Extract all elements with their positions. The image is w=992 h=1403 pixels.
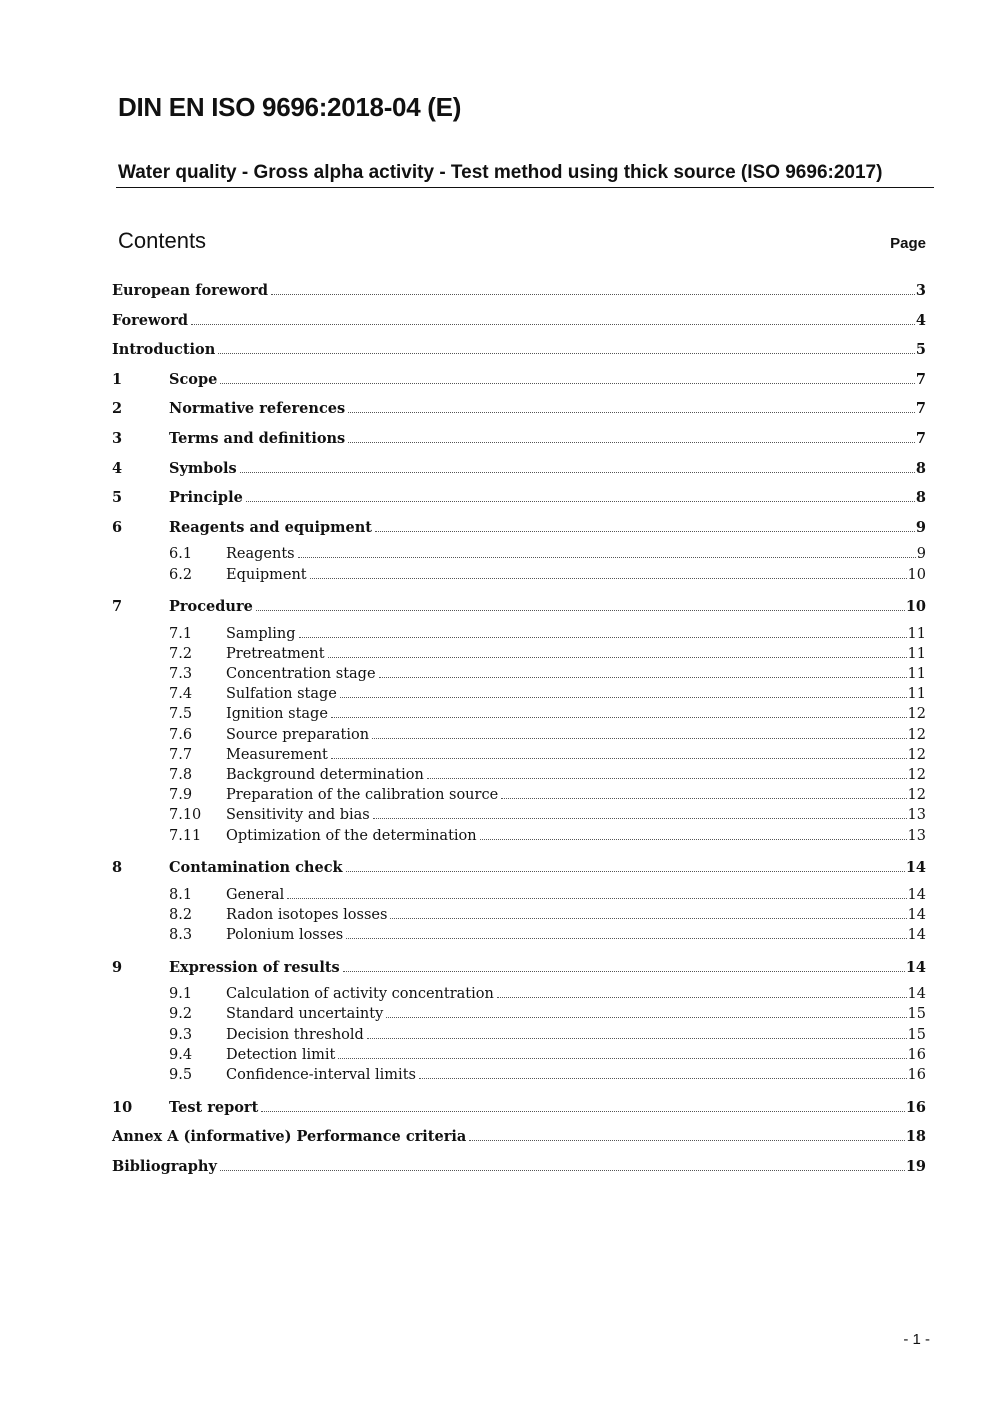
dot-leader bbox=[338, 1058, 906, 1059]
toc-entry-page: 14 bbox=[907, 906, 926, 923]
toc-entry-label: Sampling bbox=[226, 625, 296, 642]
toc-entry-page: 12 bbox=[907, 767, 926, 784]
toc-entry-label: General bbox=[226, 886, 285, 903]
toc-entry-page: 14 bbox=[907, 886, 926, 903]
page-number: - 1 - bbox=[903, 1331, 930, 1348]
toc-entry-label: Confidence-interval limits bbox=[226, 1067, 416, 1084]
dot-leader bbox=[328, 657, 907, 658]
toc-entry-number: 7.6 bbox=[169, 726, 193, 743]
toc-entry-label: Introduction bbox=[112, 341, 216, 359]
toc-subentry[interactable] bbox=[112, 1067, 926, 1087]
toc-entry-label: Symbols bbox=[169, 459, 237, 477]
toc-subentry[interactable] bbox=[112, 1047, 926, 1067]
toc-entry-page: 11 bbox=[907, 625, 926, 642]
toc-entry-normative-references[interactable] bbox=[112, 398, 926, 428]
toc-entry-page: 18 bbox=[905, 1128, 926, 1146]
toc-entry-number: 9.5 bbox=[169, 1067, 193, 1084]
toc-entry-number: 9.4 bbox=[169, 1046, 193, 1063]
toc-entry-label: Reagents and equipment bbox=[169, 518, 372, 536]
toc-entry-page: 15 bbox=[907, 1026, 926, 1043]
dot-leader bbox=[261, 1111, 905, 1112]
dot-leader bbox=[480, 839, 907, 840]
toc-entry-number: 4 bbox=[112, 459, 123, 477]
contents-heading: Contents bbox=[118, 228, 207, 253]
dot-leader bbox=[220, 1170, 905, 1171]
toc-entry-label: European foreword bbox=[112, 282, 268, 299]
toc-subentry[interactable] bbox=[112, 666, 926, 686]
toc-subentry[interactable] bbox=[112, 927, 926, 947]
toc-entry-label: Normative references bbox=[169, 400, 346, 418]
toc-entry-page: 3 bbox=[915, 282, 926, 299]
toc-entry-label: Polonium losses bbox=[226, 927, 344, 944]
toc-entry-label: Concentration stage bbox=[226, 666, 376, 683]
toc-entry-number: 7.11 bbox=[169, 827, 202, 844]
toc-entry-page: 14 bbox=[907, 986, 926, 1003]
dot-leader bbox=[390, 918, 906, 919]
dot-leader bbox=[379, 677, 907, 678]
dot-leader bbox=[348, 442, 915, 443]
toc-entry-label: Calculation of activity concentration bbox=[226, 986, 494, 1003]
toc-entry-page: 7 bbox=[915, 429, 926, 447]
toc-entry-label: Equipment bbox=[226, 566, 307, 583]
toc-entry-page: 14 bbox=[907, 927, 926, 944]
dot-leader bbox=[191, 324, 915, 325]
toc-entry-label: Procedure bbox=[169, 598, 253, 616]
toc-entry-number: 8 bbox=[112, 859, 123, 877]
toc-subentry[interactable] bbox=[112, 546, 926, 566]
toc-entry-page: 13 bbox=[907, 827, 926, 844]
toc-entry-label: Measurement bbox=[226, 746, 328, 763]
toc-entry-expression-of-results[interactable] bbox=[112, 957, 926, 987]
toc-subentry[interactable] bbox=[112, 686, 926, 706]
toc-entry-label: Sensitivity and bias bbox=[226, 807, 370, 824]
toc-entry-label: Test report bbox=[169, 1098, 259, 1116]
document-title: DIN EN ISO 9696:2018-04 (E) bbox=[118, 92, 462, 122]
toc-entry-test-report[interactable] bbox=[112, 1097, 926, 1127]
toc-entry-page: 14 bbox=[905, 958, 926, 976]
toc-entry-number: 3 bbox=[112, 429, 123, 447]
dot-leader bbox=[331, 758, 907, 759]
dot-leader bbox=[310, 578, 907, 579]
toc-entry-page: 9 bbox=[915, 518, 926, 536]
toc-entry-page: 9 bbox=[916, 546, 926, 563]
toc-subentry[interactable] bbox=[112, 767, 926, 787]
toc-entry-page: 14 bbox=[905, 859, 926, 877]
toc-entry-page: 16 bbox=[905, 1098, 926, 1116]
toc-subentry[interactable] bbox=[112, 727, 926, 747]
dot-leader bbox=[346, 938, 906, 939]
toc-entry-label: Foreword bbox=[112, 311, 188, 329]
dot-leader bbox=[340, 697, 907, 698]
dot-leader bbox=[220, 383, 915, 384]
toc-entry-terms-definitions[interactable] bbox=[112, 428, 926, 458]
toc-entry-annex-a[interactable] bbox=[112, 1126, 926, 1156]
toc-entry-label: Principle bbox=[169, 489, 243, 507]
toc-entry-page: 12 bbox=[907, 787, 926, 804]
dot-leader bbox=[373, 818, 907, 819]
toc-entry-number: 7.10 bbox=[169, 807, 202, 824]
dot-leader bbox=[240, 472, 915, 473]
dot-leader bbox=[346, 871, 905, 872]
toc-entry-label: Scope bbox=[169, 370, 218, 388]
toc-entry-number: 8.1 bbox=[169, 886, 193, 903]
dot-leader bbox=[218, 353, 915, 354]
toc-entry-label: Radon isotopes losses bbox=[226, 906, 388, 923]
toc-entry-label: Detection limit bbox=[226, 1046, 336, 1063]
toc-entry-label: Pretreatment bbox=[226, 645, 325, 662]
dot-leader bbox=[367, 1038, 907, 1039]
toc-subentry[interactable] bbox=[112, 787, 926, 807]
toc-subentry[interactable] bbox=[112, 626, 926, 646]
toc-subentry[interactable] bbox=[112, 1027, 926, 1047]
toc-entry-page: 16 bbox=[907, 1067, 926, 1084]
toc-entry-number: 9.2 bbox=[169, 1006, 193, 1023]
toc-entry-page: 15 bbox=[907, 1006, 926, 1023]
dot-leader bbox=[501, 798, 906, 799]
dot-leader bbox=[343, 971, 905, 972]
document-subtitle: Water quality - Gross alpha activity - Test method using thick source (ISO 9696:2017) bbox=[116, 162, 934, 188]
dot-leader bbox=[372, 738, 906, 739]
toc-entry-number: 7.2 bbox=[169, 645, 193, 662]
toc-entry-label: Terms and definitions bbox=[169, 429, 346, 447]
dot-leader bbox=[256, 610, 905, 611]
toc-entry-label: Expression of results bbox=[169, 958, 340, 976]
toc-entry-page: 12 bbox=[907, 726, 926, 743]
toc-entry-number: 9 bbox=[112, 958, 123, 976]
toc-entry-number: 5 bbox=[112, 489, 123, 507]
dot-leader bbox=[427, 778, 907, 779]
toc-entry-page: 7 bbox=[915, 370, 926, 388]
toc-entry-label: Preparation of the calibration source bbox=[226, 787, 499, 804]
toc-entry-number: 10 bbox=[112, 1098, 133, 1116]
page-column-heading: Page bbox=[890, 235, 926, 252]
toc-entry-page: 11 bbox=[907, 645, 926, 662]
toc-entry-page: 12 bbox=[907, 706, 926, 723]
toc-entry-european-foreword[interactable] bbox=[112, 280, 926, 310]
dot-leader bbox=[497, 997, 907, 998]
toc-entry-contamination-check[interactable] bbox=[112, 857, 926, 887]
toc-entry-label: Sulfation stage bbox=[226, 686, 337, 703]
toc-subentry[interactable] bbox=[112, 907, 926, 927]
toc-subentry[interactable] bbox=[112, 747, 926, 767]
toc-entry-number: 7.3 bbox=[169, 666, 193, 683]
toc-entry-principle[interactable] bbox=[112, 487, 926, 517]
toc-entry-number: 7.5 bbox=[169, 706, 193, 723]
dot-leader bbox=[469, 1140, 905, 1141]
toc-entry-page: 4 bbox=[915, 311, 926, 329]
dot-leader bbox=[298, 557, 916, 558]
toc-entry-label: Standard uncertainty bbox=[226, 1006, 384, 1023]
toc-entry-foreword[interactable] bbox=[112, 310, 926, 340]
toc-subentry[interactable] bbox=[112, 706, 926, 726]
toc-entry-page: 19 bbox=[905, 1157, 926, 1175]
toc-entry-page: 10 bbox=[905, 598, 926, 616]
dot-leader bbox=[419, 1078, 907, 1079]
dot-leader bbox=[287, 898, 906, 899]
toc-entry-number: 7.1 bbox=[169, 625, 193, 642]
dot-leader bbox=[271, 294, 915, 295]
toc-entry-number: 8.3 bbox=[169, 927, 193, 944]
toc-subentry[interactable] bbox=[112, 887, 926, 907]
toc-entry-label: Ignition stage bbox=[226, 706, 328, 723]
toc-entry-number: 9.3 bbox=[169, 1026, 193, 1043]
toc-entry-number: 7.4 bbox=[169, 686, 193, 703]
toc-entry-number: 7.7 bbox=[169, 746, 193, 763]
dot-leader bbox=[375, 531, 915, 532]
toc-entry-introduction[interactable] bbox=[112, 339, 926, 369]
dot-leader bbox=[246, 501, 915, 502]
toc-entry-number: 7.8 bbox=[169, 767, 193, 784]
toc-entry-label: Annex A (informative) Performance criteria bbox=[112, 1128, 467, 1146]
toc-entry-number: 6.2 bbox=[169, 566, 193, 583]
toc-entry-page: 10 bbox=[907, 566, 926, 583]
toc-entry-page: 7 bbox=[915, 400, 926, 418]
dot-leader bbox=[348, 412, 915, 413]
dot-leader bbox=[386, 1017, 906, 1018]
toc-entry-bibliography[interactable] bbox=[112, 1156, 926, 1186]
toc-entry-page: 8 bbox=[915, 459, 926, 477]
toc-entry-label: Bibliography bbox=[112, 1157, 217, 1175]
toc-entry-label: Reagents bbox=[226, 546, 295, 563]
toc-entry-label: Background determination bbox=[226, 767, 424, 784]
toc-entry-page: 5 bbox=[915, 341, 926, 359]
toc-entry-page: 16 bbox=[907, 1046, 926, 1063]
toc-entry-number: 8.2 bbox=[169, 906, 193, 923]
toc-entry-symbols[interactable] bbox=[112, 458, 926, 488]
toc-subentry[interactable] bbox=[112, 807, 926, 827]
toc-entry-number: 1 bbox=[112, 370, 123, 388]
dot-leader bbox=[299, 637, 907, 638]
toc-entry-scope[interactable] bbox=[112, 369, 926, 399]
toc-entry-number: 2 bbox=[112, 400, 123, 418]
toc-entry-page: 13 bbox=[907, 807, 926, 824]
toc-entry-page: 12 bbox=[907, 746, 926, 763]
toc-entry-label: Contamination check bbox=[169, 859, 343, 877]
toc-entry-label: Source preparation bbox=[226, 726, 370, 743]
toc-entry-number: 6 bbox=[112, 518, 123, 536]
toc-subentry[interactable] bbox=[112, 567, 926, 587]
dot-leader bbox=[331, 717, 907, 718]
toc-entry-page: 11 bbox=[907, 686, 926, 703]
toc-subentry[interactable] bbox=[112, 828, 926, 848]
toc-entry-number: 7 bbox=[112, 598, 123, 616]
toc-subentry[interactable] bbox=[112, 1006, 926, 1026]
toc-entry-page: 8 bbox=[915, 489, 926, 507]
toc-entry-number: 9.1 bbox=[169, 986, 193, 1003]
toc-entry-label: Optimization of the determination bbox=[226, 827, 477, 844]
toc-entry-procedure[interactable] bbox=[112, 596, 926, 626]
table-of-contents bbox=[112, 280, 926, 1185]
toc-entry-page: 11 bbox=[907, 666, 926, 683]
toc-subentry[interactable] bbox=[112, 986, 926, 1006]
toc-entry-reagents-equipment[interactable] bbox=[112, 517, 926, 547]
toc-entry-number: 7.9 bbox=[169, 787, 193, 804]
toc-entry-number: 6.1 bbox=[169, 546, 193, 563]
toc-entry-label: Decision threshold bbox=[226, 1026, 364, 1043]
toc-subentry[interactable] bbox=[112, 646, 926, 666]
